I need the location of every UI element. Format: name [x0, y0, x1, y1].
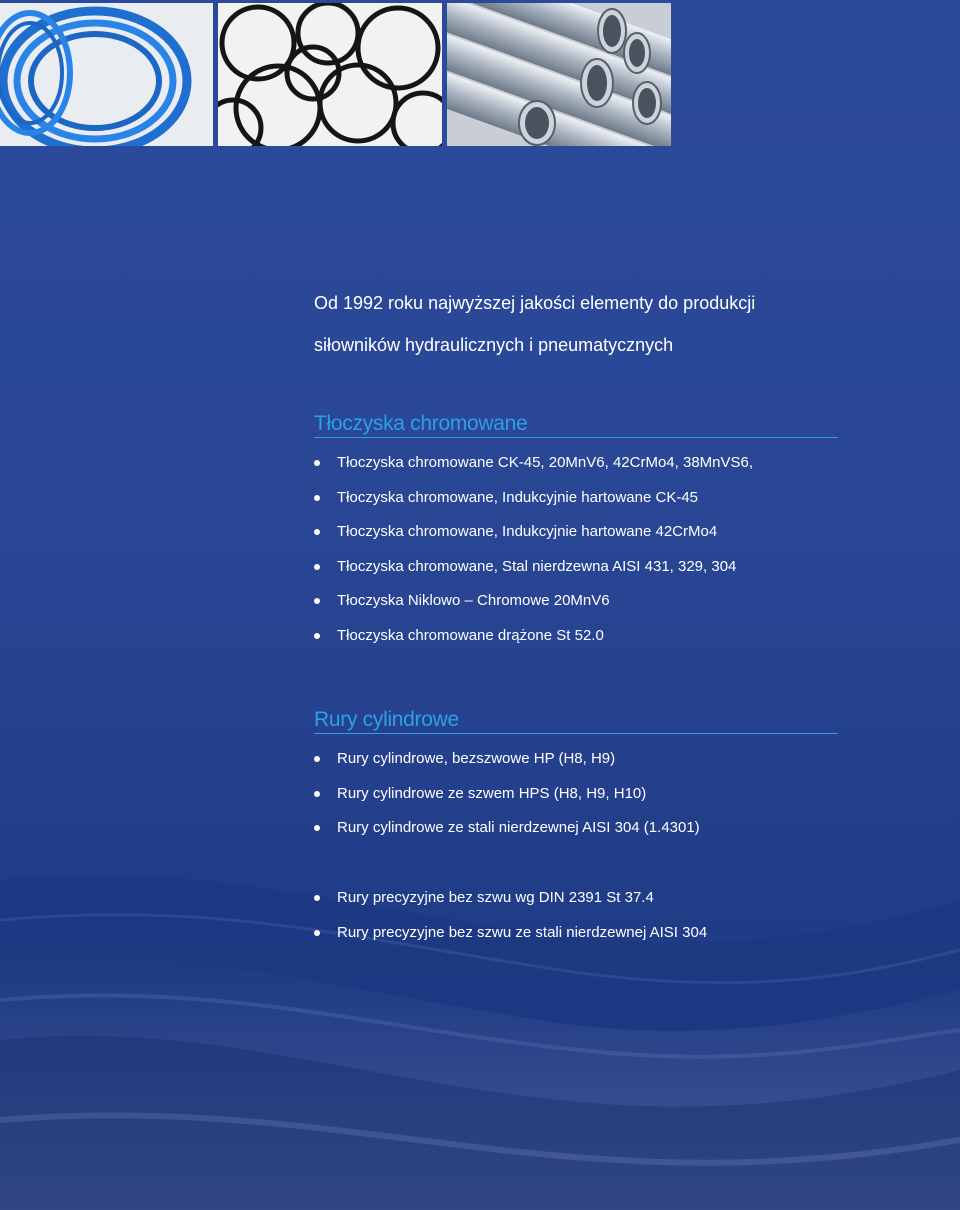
- list-item: Tłoczyska chromowane CK-45, 20MnV6, 42CrMo4, 38MnVS6,: [314, 453, 914, 488]
- list-item: Tłoczyska Niklowo – Chromowe 20MnV6: [314, 591, 914, 626]
- precision-tubes-list: [314, 888, 914, 957]
- bullet-icon: [314, 825, 320, 831]
- list-item: Tłoczyska chromowane drążone St 52.0: [314, 626, 914, 661]
- blue-seal-rings-photo: [0, 3, 213, 146]
- bullet-icon: [314, 930, 320, 936]
- steel-tubes-photo: [447, 3, 671, 146]
- bullet-icon: [314, 529, 320, 535]
- list-item: Rury cylindrowe ze szwem HPS (H8, H9, H10): [314, 784, 914, 819]
- section-title-rods-label: Tłoczyska chromowane: [314, 412, 528, 435]
- section-title-tubes-label: Rury cylindrowe: [314, 708, 459, 731]
- bullet-icon: [314, 633, 320, 639]
- bullet-icon: [314, 460, 320, 466]
- intro-line-1: Od 1992 roku najwyższej jakości elementy do produkcji: [314, 293, 756, 313]
- intro-line-2: siłowników hydraulicznych i pneumatycznych: [314, 335, 674, 355]
- list-item: Rury precyzyjne bez szwu wg DIN 2391 St 37.4: [314, 888, 914, 923]
- bullet-icon: [314, 756, 320, 762]
- rods-list: [314, 453, 914, 661]
- bullet-icon: [314, 791, 320, 797]
- bullet-icon: [314, 564, 320, 570]
- list-item: Rury cylindrowe, bezszwowe HP (H8, H9): [314, 749, 914, 784]
- title-underline: [314, 437, 838, 438]
- product-photos: [0, 0, 680, 150]
- list-item: Tłoczyska chromowane, Indukcyjnie hartowane 42CrMo4: [314, 522, 914, 557]
- list-item: Tłoczyska chromowane, Stal nierdzewna AISI 431, 329, 304: [314, 557, 914, 592]
- section-title-tubes: [314, 708, 838, 734]
- bullet-icon: [314, 495, 320, 501]
- list-item: Rury precyzyjne bez szwu ze stali nierdzewnej AISI 304: [314, 923, 914, 958]
- tubes-list: [314, 749, 914, 853]
- list-item: Tłoczyska chromowane, Indukcyjnie hartowane CK-45: [314, 488, 914, 523]
- title-underline: [314, 733, 838, 734]
- section-title-rods: [314, 412, 838, 438]
- bullet-icon: [314, 598, 320, 604]
- black-o-rings-photo: [218, 3, 442, 146]
- intro-text: [314, 282, 874, 366]
- bullet-icon: [314, 895, 320, 901]
- list-item: Rury cylindrowe ze stali nierdzewnej AISI 304 (1.4301): [314, 818, 914, 853]
